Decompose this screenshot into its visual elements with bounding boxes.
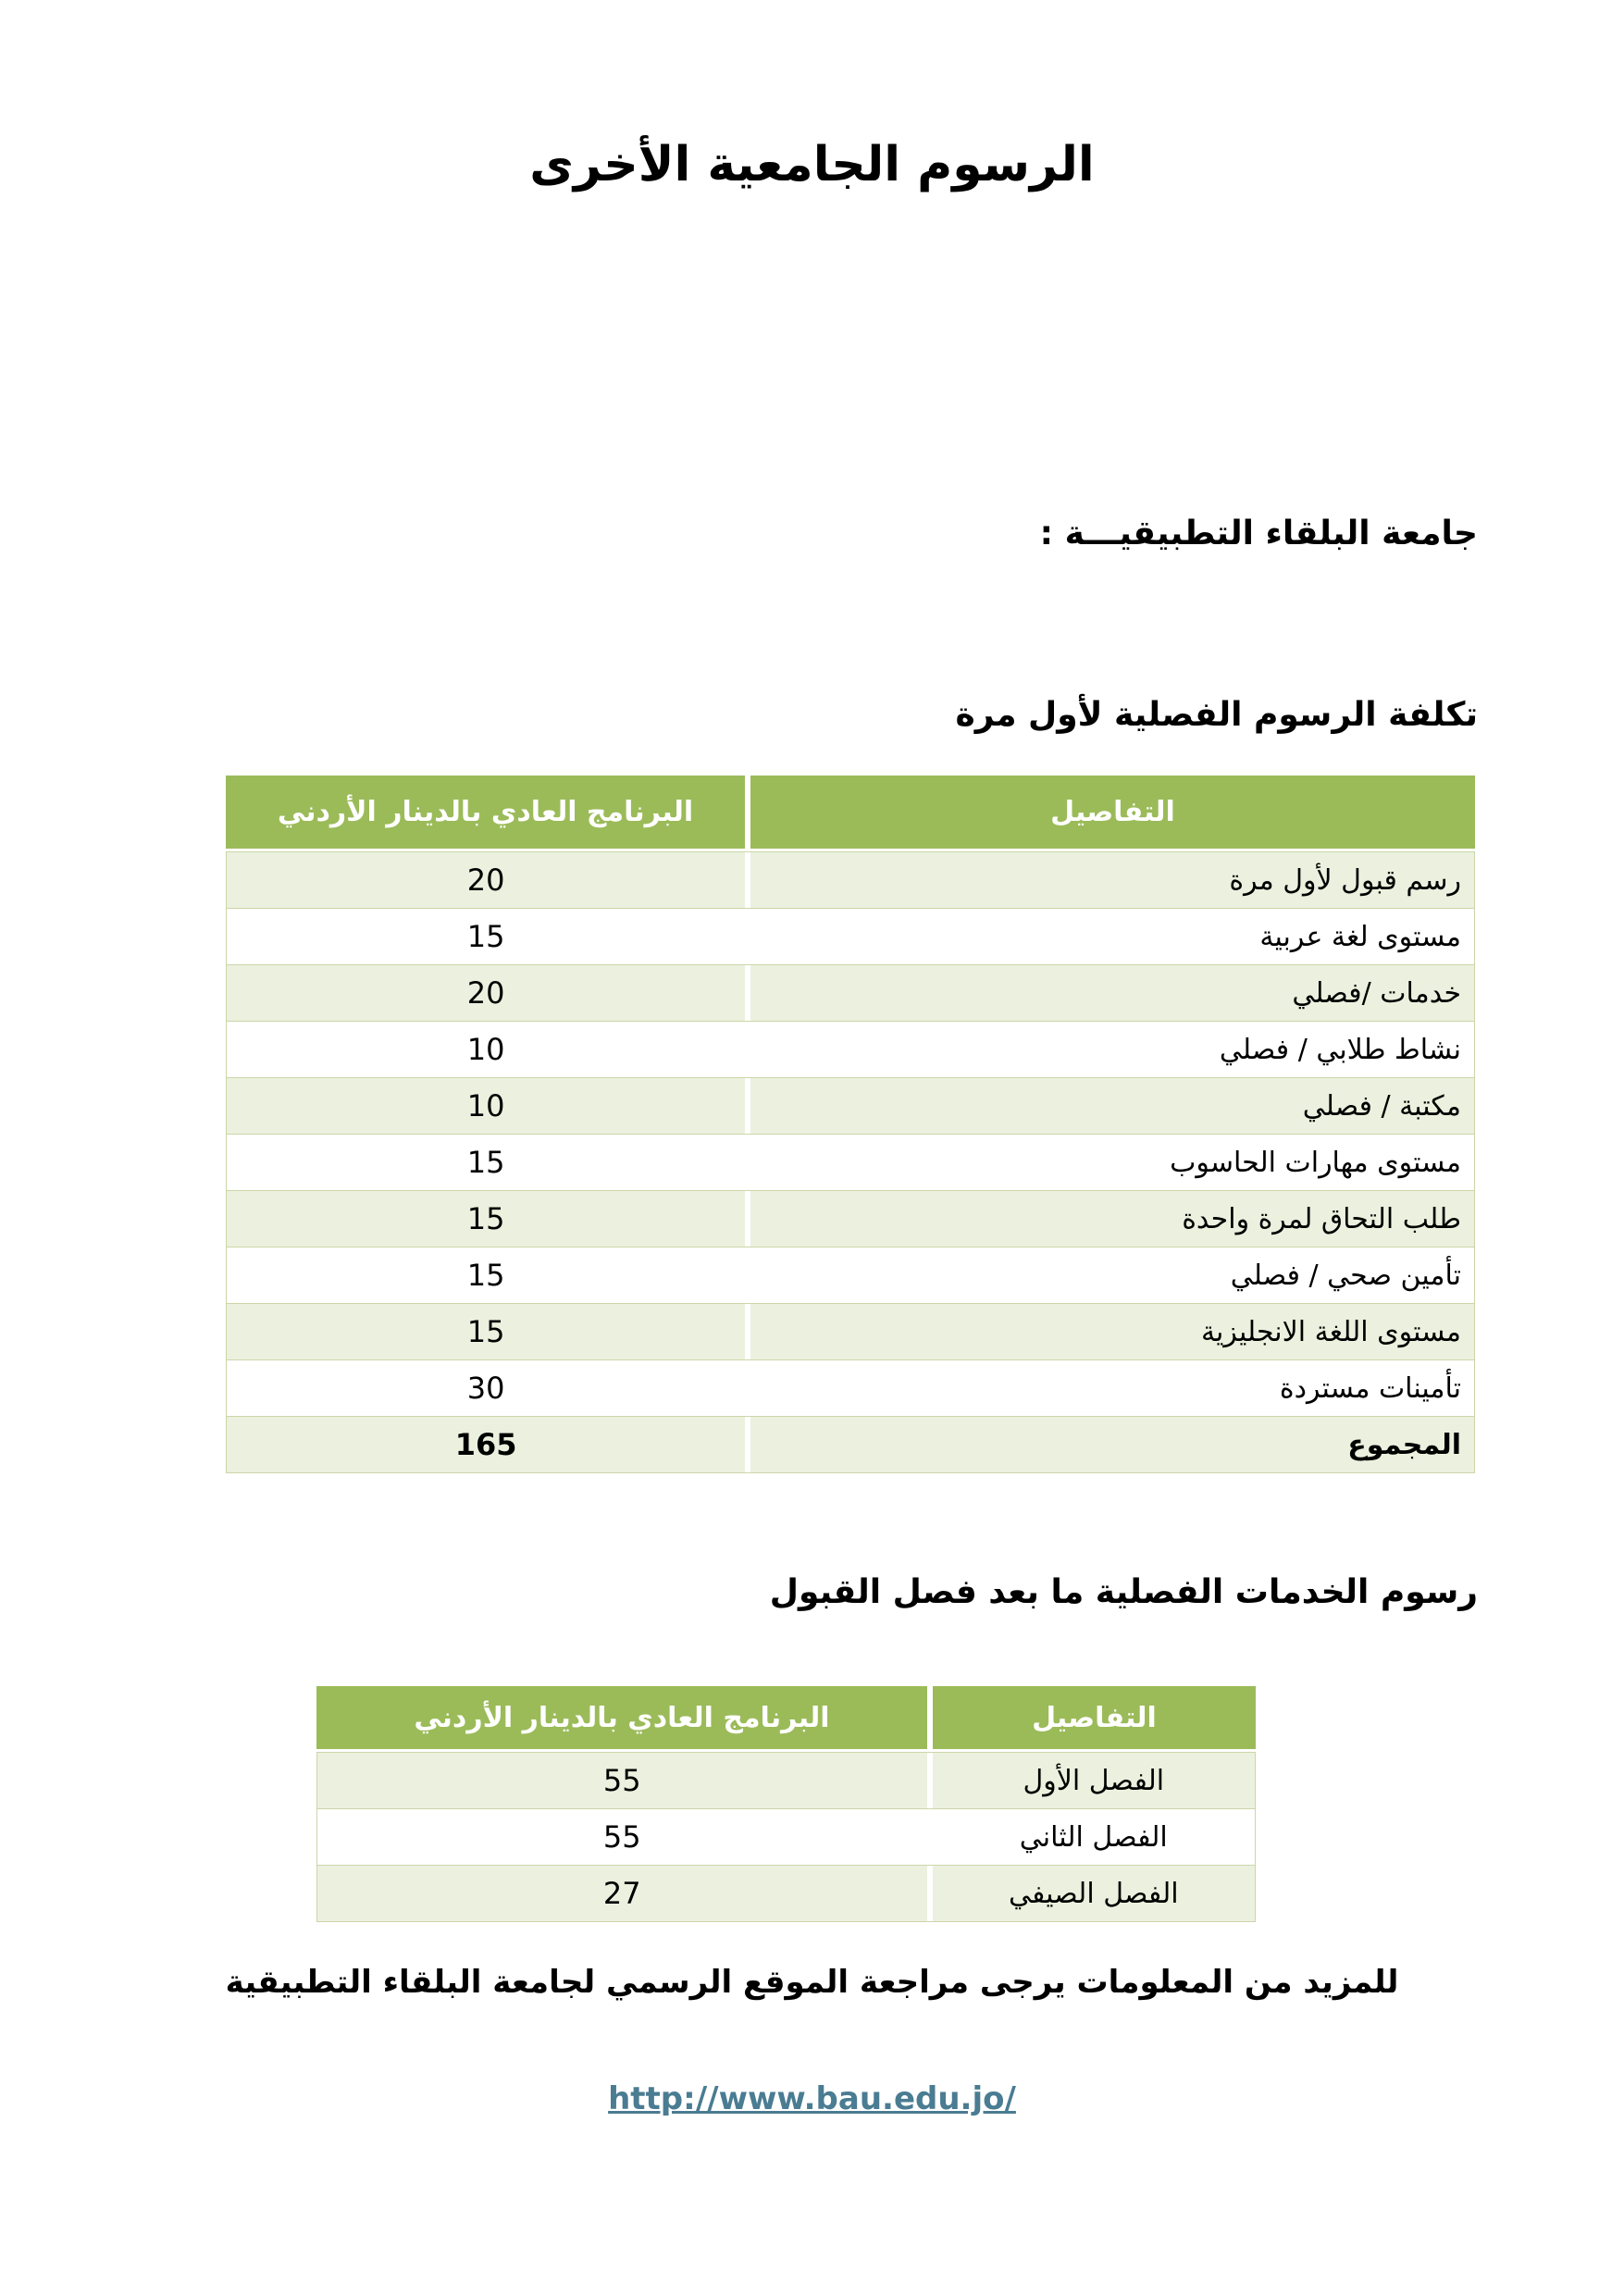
more-info-note: للمزيد من المعلومات يرجى مراجعة الموقع الرسمي لجامعة البلقاء التطبيقية — [225, 1964, 1399, 2001]
fee-value: 10 — [227, 1022, 750, 1077]
fee-label: طلب التحاق لمرة واحدة — [1182, 1202, 1461, 1235]
document-title: الرسوم الجامعية الأخرى — [529, 137, 1095, 192]
table-row — [227, 1022, 1474, 1078]
table2-header-program: البرنامج العادي بالدينار الأردني — [316, 1686, 933, 1749]
semester-fee: 55 — [317, 1753, 933, 1808]
university-heading: جامعة البلقاء التطبيقيـــة : — [1039, 515, 1478, 552]
fee-label: مستوى مهارات الحاسوب — [1170, 1146, 1461, 1179]
table-row — [227, 965, 1474, 1022]
post-admission-fees-table — [316, 1686, 1256, 1922]
table-row — [317, 1866, 1255, 1921]
section1-heading: تكلفة الرسوم الفصلية لأول مرة — [955, 696, 1478, 734]
fee-value: 20 — [227, 852, 750, 908]
semester-label: الفصل الثاني — [1019, 1820, 1168, 1854]
semester-fee: 55 — [317, 1809, 933, 1865]
table-row — [227, 1078, 1474, 1135]
fee-value: 15 — [227, 1135, 750, 1190]
table-total-row — [227, 1417, 1474, 1472]
fee-label: نشاط طلابي / فصلي — [1219, 1033, 1461, 1066]
first-time-fees-table — [226, 776, 1475, 1473]
total-label: المجموع — [1347, 1428, 1461, 1461]
fee-label: مكتبة / فصلي — [1302, 1089, 1461, 1123]
fee-label: تأمينات مستردة — [1279, 1371, 1461, 1405]
table2-body — [316, 1752, 1256, 1922]
fee-value: 15 — [227, 1304, 750, 1359]
table2-header-row — [316, 1686, 1256, 1749]
fee-label: تأمين صحي / فصلي — [1230, 1259, 1461, 1292]
fee-label: مستوى لغة عربية — [1259, 920, 1461, 953]
fee-label: مستوى اللغة الانجليزية — [1200, 1315, 1461, 1348]
table-row — [227, 852, 1474, 909]
fee-value: 30 — [227, 1360, 750, 1416]
semester-label: الفصل الأول — [1023, 1764, 1165, 1797]
table-row — [227, 1135, 1474, 1191]
fee-value: 20 — [227, 965, 750, 1021]
semester-label: الفصل الصيفي — [1008, 1877, 1179, 1910]
table1-header-program: البرنامج العادي بالدينار الأردني — [226, 776, 750, 849]
fee-value: 15 — [227, 1247, 750, 1303]
total-value: 165 — [227, 1417, 750, 1472]
table1-body — [226, 851, 1475, 1473]
table2-header-details: التفاصيل — [933, 1686, 1256, 1749]
fee-value: 10 — [227, 1078, 750, 1134]
table-row — [227, 1247, 1474, 1304]
fee-label: خدمات /فصلي — [1292, 976, 1461, 1010]
table-row — [227, 1360, 1474, 1417]
fee-value: 15 — [227, 909, 750, 964]
fee-label: رسم قبول لأول مرة — [1229, 863, 1461, 897]
table-row — [317, 1753, 1255, 1809]
table1-header-details: التفاصيل — [750, 776, 1475, 849]
table-row — [317, 1809, 1255, 1866]
table-row — [227, 1304, 1474, 1360]
fee-value: 15 — [227, 1191, 750, 1247]
semester-fee: 27 — [317, 1866, 933, 1921]
table1-header-row — [226, 776, 1475, 849]
table-row — [227, 1191, 1474, 1247]
table-row — [227, 909, 1474, 965]
section2-heading: رسوم الخدمات الفصلية ما بعد فصل القبول — [769, 1573, 1478, 1611]
university-website-link[interactable]: http://www.bau.edu.jo/ — [608, 2080, 1016, 2117]
